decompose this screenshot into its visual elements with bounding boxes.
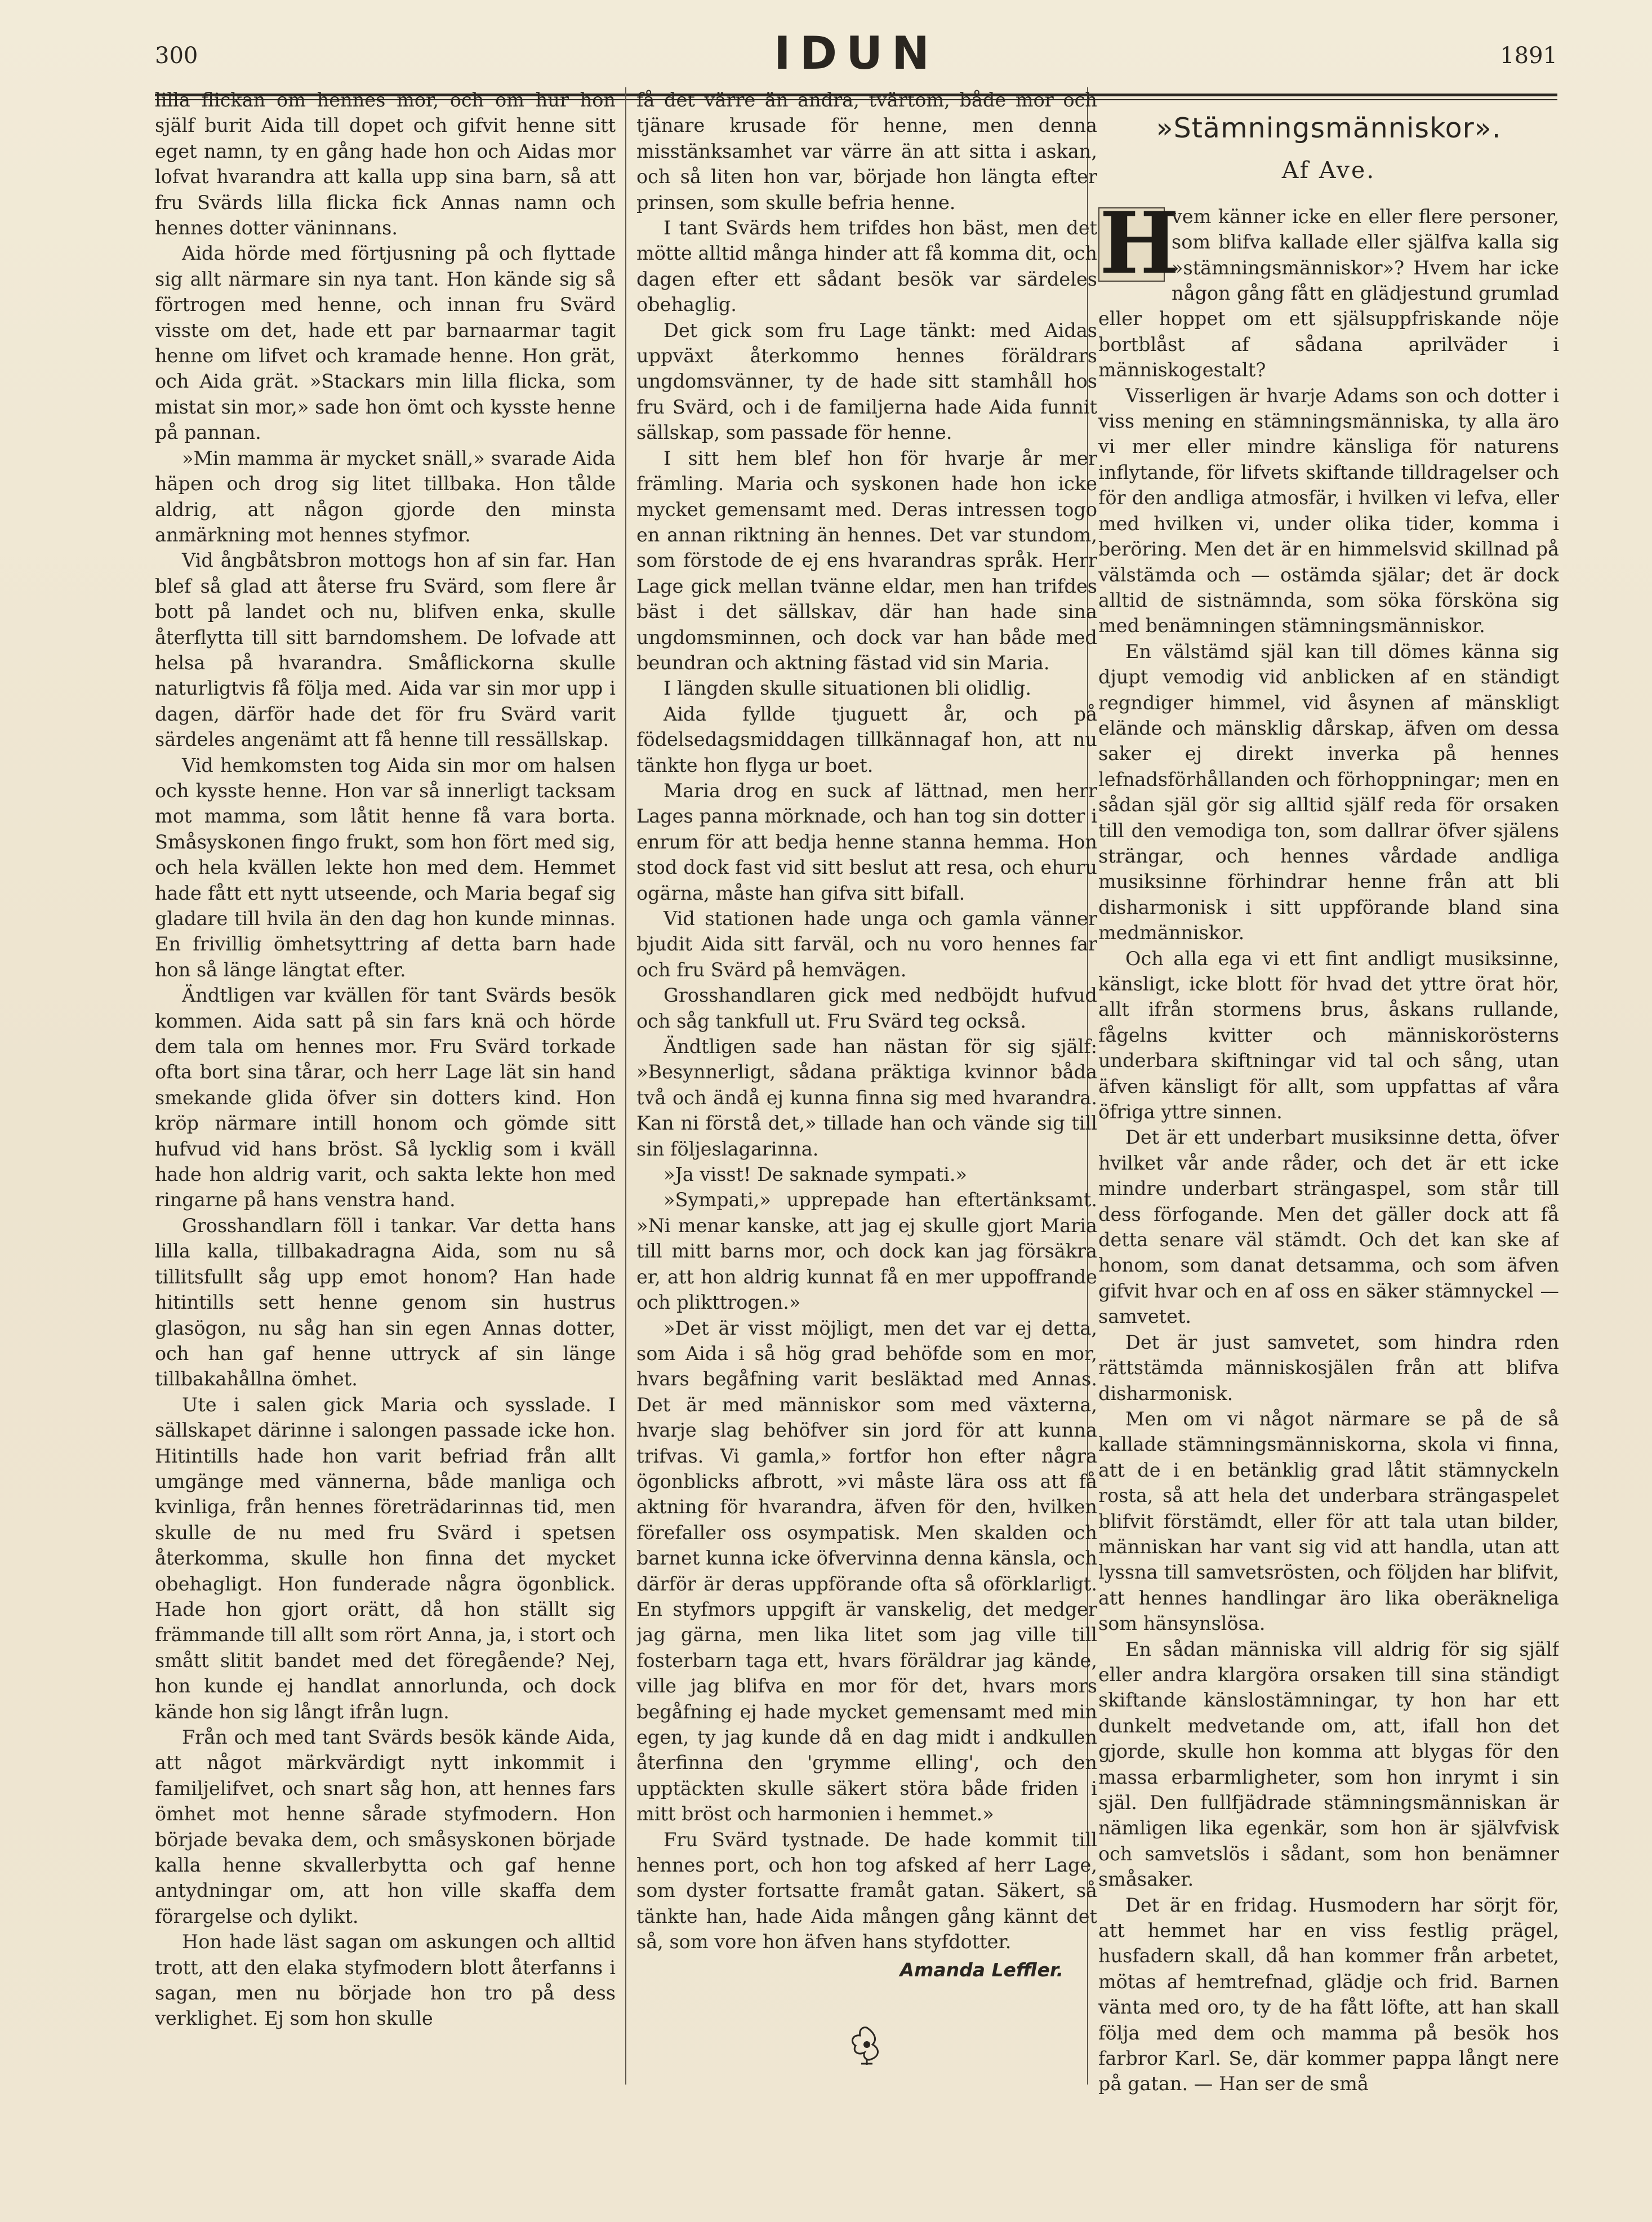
column-2 [636,87,1097,2172]
paragraph: Vid hemkomsten tog Aida sin mor om halsen och kysste henne. Hon var så innerligt tacksam mot mamma, som låtit henne få vara borta. Småsyskonen fingo frukt, som hon fört med sig, och hela kvällen lekte hon med dem. Hemmet hade fått ett nytt utseende, och Maria begaf sig gladare till hvila än den dag hon kunde minnas. En frivillig ömhetsyttring af detta barn hade hon så länge längtat efter. [155,754,616,981]
column-divider [625,87,626,2085]
paragraph: »Ja visst! De saknade sympati.» [664,1163,968,1186]
lead-text: vem känner icke en eller flere personer, som blifva kallade eller själfva kalla sig »stämningsmänniskor»? Hvem har icke någon gång fått en glädjestund grumlad eller hoppet om ett själsuppfriskande nöje bortblåst af sådana aprilväder i människogestalt? [1098,205,1559,381]
paragraph: Men om vi något närmare se på de så kallade stämningsmänniskorna, skola vi finna, att de i en betänklig grad låtit stämnyckeln rosta, så att hela det underbara strängaspelet blifvit förstämdt, eller för att tala utan bilder, människan har vant sig vid att handla, utan att lyssna till samvetsrösten, och följden har blifvit, att hennes handlingar äro lika oberäkneliga som hänsynslösa. [1098,1407,1559,1635]
article-title: »Stämningsmänniskor». [1156,112,1502,144]
paragraph: I sitt hem blef hon för hvarje år mer främling. Maria och syskonen hade hon icke mycket gemensamt med. Deras intressen togo en annan riktning än hennes. Det var stundom, som förstode de ej ens hvarandras språk. Herr Lage gick mellan tvänne eldar, men han trifdes bäst i det sällskav, där han hade sina ungdomsminnen, och dock var han både med beundran och aktning fästad vid sin Maria. [636,447,1097,674]
paragraph: »Det är visst möjligt, men det var ej detta, som Aida i så hög grad behöfde som en mor, hvars begåfning varit besläktad med Annas. Det är med människor som med växterna, hvarje slag behöfver sin jord för att kunna trifvas. Vi gamla,» fortfor hon efter några ögonblicks afbrott, »vi måste lära oss att få aktning för hvarandra, äfven för den, hvilken förefaller oss osympatisk. Men skalden och barnet kunna icke öfvervinna denna känsla, och därför är deras uppförande ofta så oförklarligt. En styfmors uppgift är vanskelig, det medger jag gärna, men lika litet som jag ville till fosterbarn taga ett, hvars föräldrar jag kände, ville jag blifva en mor för det, hvars mors begåfning ej hade mycket gemensamt med min egen, ty jag kunde då en dag midt i andkullen återfinna den 'grymme elling', och den upptäckten skulle säkert störa både friden i mitt bröst och harmonien i hemmet.» [636,1317,1097,1825]
paragraph: Ute i salen gick Maria och sysslade. I sällskapet därinne i salongen passade icke hon. Hitintills hade hon varit befriad från allt umgänge med vännerna, både manliga och kvinliga, från hennes företrädarinnas tid, men skulle de nu med fru Svärd i spetsen återkomma, skulle hon finna det mycket obehagligt. Hon funderade några ögonblick. Hade hon gjort orätt, då hon ställt sig främmande till allt som rört Anna, ja, i stort och smått slitit bandet med det föregående? Nej, hon kunde ej handlat annorlunda, och dock kände hon sig långt ifrån lugn. [155,1393,616,1723]
paragraph: Ändtligen var kvällen för tant Svärds besök kommen. Aida satt på sin fars knä och hörde dem tala om hennes mor. Fru Svärd torkade ofta bort sina tårar, och herr Lage lät sin hand smekande glida öfver sin dotters kind. Hon kröp närmare intill honom och gömde sitt hufvud vid hans bröst. Så lycklig som i kväll hade hon aldrig varit, och sakta lekte hon med ringarne på hans venstra hand. [155,984,616,1211]
paragraph: Aida fyllde tjuguett år, och på födelsedagsmiddagen tillkännagaf hon, att nu tänkte hon flyga ur boet. [636,703,1097,776]
paragraph: Det är ett underbart musiksinne detta, öfver hvilket vår ande råder, och det är ett icke mindre underbart strängaspel, som står till dess förfogande. Men det gäller dock att få detta senare väl stämdt. Och det kan ske af honom, som danat detsamma, och som äfven gifvit hvar och en af oss en säker stämnyckel — samvetet. [1098,1126,1559,1328]
paragraph: Vid stationen hade unga och gamla vänner bjudit Aida sitt farväl, och nu voro hennes far och fru Svärd på hemvägen. [636,908,1097,981]
column-1 [155,87,616,2172]
paragraph: I längden skulle situationen bli olidlig. [664,677,1032,700]
paragraph: få det värre än andra, tvärtom, både mor och tjänare krusade för henne, men denna misstänksamhet var värre än att sitta i askan, och så liten hon var, började hon längta efter prinsen, som skulle befria henne. [636,89,1097,214]
lead-paragraph [1098,193,1559,383]
paragraph: En välstämd själ kan till dömes känna sig djupt vemodig vid anblicken af en ständigt regndiger himmel, vid åsynen af mänskligt elände och mänsklig dårskap, äfven om dessa saker ej direkt inverka på hennes lefnadsförhållanden och förhoppningar; men en sådan själ gör sig alltid själf reda för orsaken till den vemodiga ton, som dallrar öfver själens strängar, och hennes vårdade andliga musiksinne förhindrar henne från att bli disharmonisk i sitt uppförande bland sina medmänniskor. [1098,640,1559,944]
article-byline: Af Ave. [1281,157,1376,184]
paragraph: En sådan människa vill aldrig för sig själf eller andra klargöra orsaken till sina ständigt skiftande känslostämningar, ty hon har ett dunkelt medvetande om, att, ifall hon det gjorde, skulle hon komma att blygas för den massa erbarmligheter, som hon inrymt i sin själ. Den fullfjädrade stämningsmänniskan är nämligen lika egenkär, som hon är självfvisk och samvetslös i sådant, som hon benämner småsaker. [1098,1638,1559,1891]
paragraph: Grosshandlarn föll i tankar. Var detta hans lilla kalla, tillbakadragna Aida, som nu så tillitsfullt såg upp emot honom? Han hade hitintills sett henne genom sin hustrus glasögon, nu såg han sin egen Annas dotter, och han gaf henne uttryck af sin länge tillbakahållna ömhet. [155,1214,616,1390]
paragraph: Det gick som fru Lage tänkt: med Aidas uppväxt återkommo hennes föräldrars ungdomsvänner, ty de hade sitt stamhåll hos fru Svärd, och i de familjerna hade Aida funnit sällskap, som passade för henne. [636,319,1097,444]
paragraph: I tant Svärds hem trifdes hon bäst, men det mötte alltid många hinder att få komma dit, och dagen efter ett sådant besök var särdeles obehaglig. [636,217,1097,316]
paragraph: lilla flickan om hennes mor, och om hur hon själf burit Aida till dopet och gifvit henne sitt eget namn, ty en gång hade hon och Aidas mor lofvat hvarandra att kalla upp sina barn, så att fru Svärds lilla flicka fick Annas namn och hennes dotter väninnans. [155,89,616,239]
drop-cap: H [1099,193,1179,293]
paragraph: Från och med tant Svärds besök kände Aida, att något märkvärdigt nytt inkommit i familjelifvet, och snart såg hon, att hennes fars ömhet mot henne sårade styfmodern. Hon började bevaka dem, och småsyskonen började kalla henne skvallerbytta och gaf henne antydningar om, att hon ville skaffa dem förargelse och dylikt. [155,1726,616,1927]
page-number: 300 [155,43,198,69]
journal-title: IDUN [773,27,939,79]
paragraph: »Min mamma är mycket snäll,» svarade Aida häpen och drog sig litet tillbaka. Hon tålde aldrig, att någon gjorde den minsta anmärkning mot hennes styfmor. [155,447,616,546]
paragraph: Fru Svärd tystnade. De hade kommit till hennes port, och hon tog afsked af herr Lage, som dyster fortsatte framåt gatan. Säkert, så tänkte han, hade Aida mången gång kännt det så, som vore hon äfven hans styfdotter. [636,1828,1097,1953]
paragraph: Och alla ega vi ett fint andligt musiksinne, känsligt, icke blott för hvad det yttre örat hör, allt ifrån stormens brus, åskans rullande, fågelns kvitter och människorösterns underbara skiftningar vid tal och sång, utan äfven känsligt för allt, som uppfattas af våra öfriga yttre sinnen. [1098,947,1559,1123]
paragraph: Det är just samvetet, som hindra rden rättstämda människosjälen från att blifva disharmonisk. [1098,1331,1559,1405]
column-3 [1098,87,1559,2172]
page-header [155,27,1557,95]
paragraph: Maria drog en suck af lättnad, men herr Lages panna mörknade, och han tog sin dotter i enrum för att bedja henne stanna hemma. Hon stod dock fast vid sitt beslut att resa, och ehuru ogärna, måste han gifva sitt bifall. [636,779,1097,904]
paragraph: Grosshandlaren gick med nedböjdt hufvud och såg tankfull ut. Fru Svärd teg också. [636,984,1097,1032]
year: 1891 [1500,43,1557,69]
paragraph: Vid ångbåtsbron mottogs hon af sin far. Han blef så glad att återse fru Svärd, som flere år bott på landet och nu, blifven enka, skulle återflytta till sitt barndomshem. De lofvade att helsa på hvarandra. Småflickorna skulle naturligtvis få följa med. Aida var sin mor upp i dagen, därför hade det för fru Svärd varit särdeles angenämt att få henne till ressällskap. [155,549,616,751]
floral-ornament-icon [844,2022,889,2067]
paragraph: Ändtligen sade han nästan för sig själf: »Besynnerligt, sådana präktiga kvinnor båda två och ändå ej kunna finna sig med hvarandra. Kan ni förstå det,» tillade han och vände sig till sin följeslagarinna. [636,1036,1097,1160]
paragraph: Visserligen är hvarje Adams son och dotter i viss mening en stämningsmänniska, ty alla äro vi mer eller mindre känsliga för naturens inflytande, för lifvets skiftande tilldragelser och för den andliga atmosfär, i hvilken vi lefva, eller med hvilken vi, under olika tider, komma i beröring. Men det är en himmelsvid skillnad på välstämda och — ostämda själar; det är dock alltid de sistnämnda, som söka försköna sig med benämningen stämningsmänniskor. [1098,384,1559,637]
paragraph: »Sympati,» upprepade han eftertänksamt. »Ni menar kanske, att jag ej skulle gjort Maria till mitt barns mor, och dock kan jag försäkra er, att hon aldrig kunnat få en mer uppoffrande och plikttrogen.» [636,1189,1097,1314]
paragraph: Det är en fridag. Husmodern har sörjt för, att hemmet har en viss festlig prägel, husfadern skall, då han kommer från arbetet, mötas af hemtrefnad, glädje och frid. Barnen vänta med oro, ty de ha fått löfte, att han skall följa med dem och mamma på besök hos farbror Karl. Se, där kommer pappa långt nere på gatan. — Han ser de små [1098,1894,1559,2095]
paragraph: Hon hade läst sagan om askungen och alltid trott, att den elaka styfmodern blott återfanns i sagan, men nu började hon tro på dess verklighet. Ej som hon skulle [155,1931,616,2030]
author-signature: Amanda Leffler. [900,1958,1063,1981]
paragraph: Aida hörde med förtjusning på och flyttade sig allt närmare sin nya tant. Hon kände sig så förtrogen med henne, och innan fru Svärd visste om det, hade ett par barnaarmar tagit henne om lifvet och kramade henne. Hon grät, och Aida grät. »Stackars min lilla flicka, som mistat sin mor,» sade hon ömt och kysste henne på pannan. [155,242,616,444]
